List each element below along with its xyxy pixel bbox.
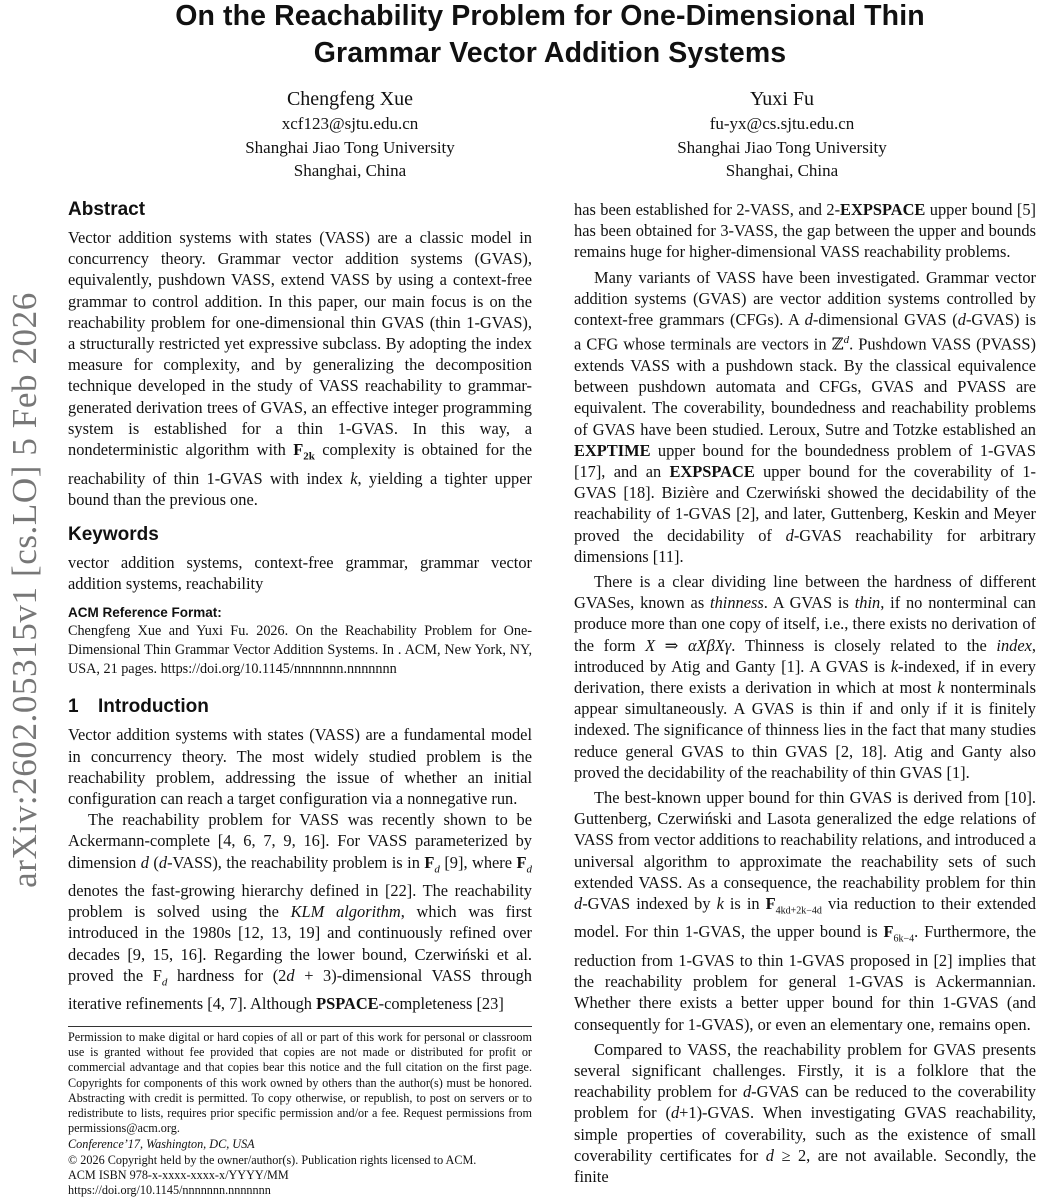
intro-paragraph-2: The reachability problem for VASS was recently shown to be Ackermann-complete [4, 6, 7, 9, 16]. For VASS parameterized by dimension d (d-VASS), the reachability problem is in $F_d$ [9], where $F_d$ denotes the fast-growing hierarchy defined in [22]. The reachability problem is solved using the KLM algorithm, which was first introduced in the 1980s [12, 13, 19] and continuously refined over decades [9, 15, 16]. Regarding the lower bound, Czerwiński et al. proved the $F_d$ hardness for (2d + 3)-dimensional VASS through iterative refinements [4, 7]. Although PSPACE-completeness [23] <box>68 810 533 1014</box>
right-paragraph-1: Many variants of VASS have been investigated. Grammar vector addition systems (GVAS) are vector addition systems controlled by context-free grammars (CFGs). A d-dimensional GVAS (d-GVAS) is a CFG whose terminals are vectors in ℤ$^d$. Pushdown VASS (PVASS) extends VASS with a pushdown stack. By the classical equivalence between pushdown automata and CFGs, GVAS and PVASS are equivalent. The coverability, boundedness and reachability problems of GVAS have been studied. Leroux, Sutre and Totzke established an EXPTIME upper bound for the boundedness problem of 1-GVAS [17], and an EXPSPACE upper bound for the coverability of 1-GVAS [18]. Bizière and Czerwiński showed the decidability of the reachability of 1-GVAS [2], and later, Guttenberg, Keskin and Meyer proved the decidability of d-GVAS reachability for arbitrary dimensions [11]. <box>574 267 1036 566</box>
author-block-1 <box>150 86 550 183</box>
author-email[interactable]: xcf123@sjtu.edu.cn <box>281 114 419 133</box>
footnote-block <box>68 1026 532 1198</box>
right-paragraph-3: The best-known upper bound for thin GVAS is derived from [10]. Guttenberg, Czerwiński and Lasota generalized the edge relations of VASS from vector additions to reachability relations, and introduced a universal algorithm to approximate the reachability sets of such extended VASS. As a consequence, the reachability problem for thin d-GVAS indexed by k is in $F_{4kd+2k-4d}$ via reduction to their extended model. For thin 1-GVAS, the upper bound is $F_{6k-4}$. Furthermore, the reduction from 1-GVAS to thin 1-GVAS proposed in [2] implies that the reachability problem for general 1-GVAS is Ackermannian. Whether there exists a better upper bound for thin 1-GVAS (and consequently for 1-GVAS), or even an elementary one, remains open. <box>574 787 1036 1034</box>
intro-paragraph-1: Vector addition systems with states (VASS) are a fundamental model in concurrency theory. The most widely studied problem is the reachability problem, addressing the issue of whether an initial configuration can reach a target configuration via a nonnegative run. <box>68 725 532 808</box>
author-block-2 <box>582 86 982 183</box>
paper-title <box>60 0 1038 72</box>
copyright-line: © 2026 Copyright held by the owner/author(s). Publication rights licensed to ACM. <box>68 1152 477 1167</box>
conference-info: Conference’17, Washington, DC, USA <box>68 1137 255 1152</box>
author-affiliation: Shanghai Jiao Tong University <box>677 137 887 157</box>
isbn-line: ACM ISBN 978-x-xxxx-xxxx-x/YYYY/MM <box>68 1167 289 1182</box>
acm-reference-text: Chengfeng Xue and Yuxi Fu. 2026. On the Reachability Problem for One-Dimensional Thin Grammar Vector Addition Systems. In . ACM, New York, NY, USA, 21 pages. https://doi.org/10.1145/nnnnnnn.nnnnnnn <box>68 623 532 678</box>
title-line-2: Grammar Vector Addition Systems <box>313 37 787 69</box>
left-column <box>68 198 532 1015</box>
abstract-heading: Abstract <box>68 199 146 220</box>
author-name: Yuxi Fu <box>750 88 814 110</box>
keywords-heading: Keywords <box>68 523 159 545</box>
arxiv-stamp: arXiv:2602.05315v1 [cs.LO] 5 Feb 2026 <box>5 292 44 888</box>
right-paragraph-4: Compared to VASS, the reachability problem for GVAS presents several significant challenges. Firstly, it is a folklore that the reachability problem for d-GVAS can be reduced to the coverability problem for (d+1)-GVAS. When investigating GVAS reachability, simple properties of coverability, such as the existence of small coverability certificates for d ≥ 2, are not available. Secondly, the finite <box>574 1039 1037 1186</box>
acm-reference-heading: ACM Reference Format: <box>68 605 222 621</box>
author-location: Shanghai, China <box>725 161 839 180</box>
title-line-1: On the Reachability Problem for One-Dimensional Thin <box>175 0 925 32</box>
abstract-text: Vector addition systems with states (VASS) are a classic model in concurrency theory. Grammar vector addition systems (GVAS), equivalently, pushdown VASS, extend VASS by using a context-free grammar to control addition. In this paper, our main focus is on the reachability problem for one-dimensional thin GVAS (thin 1-GVAS), a structurally restricted yet expressive subclass. By adopting the index measure for complexity, and by generalizing the decomposition technique developed in the study of VASS reachability to grammar-generated derivation trees of GVAS, an effective integer programming system is established for a thin 1-GVAS. In this way, a nondeterministic algorithm with $F_{2k}$ complexity is obtained for the reachability of thin 1-GVAS with index k, yielding a tighter upper bound than the previous one. <box>68 228 532 509</box>
permission-notice: Permission to make digital or hard copies of all or part of this work for personal or classroom use is granted without fee provided that copies are not made or distributed for profit or commercial advantage and that copies bear this notice and the full citation on the first page. Copyrights for components of this work owned by others than the author(s) must be honored. Abstracting with credit is permitted. To copy otherwise, or republish, to post on servers or to redistribute to lists, requires prior specific permission and/or a fee. Request permissions from permissions@acm.org. <box>68 1030 532 1136</box>
acm-reference <box>68 604 532 679</box>
right-paragraph-2: There is a clear dividing line between the hardness of different GVASes, known as thinness. A GVAS is thin, if no nonterminal can produce more than one copy of itself, i.e., there exists no derivation of the form X ⇒ αXβXγ. Thinness is closely related to the index, introduced by Atig and Ganty [1]. A GVAS is k-indexed, if in every derivation, there exists a derivation in which at most k nonterminals appear simultaneously. A GVAS is thin if and only if it is finitely indexed. The significance of thinness lies in the fact that many studies reduce general GVAS to thin GVAS [2, 18]. Atig and Ganty also proved the decidability of the reachability of thin GVAS [1]. <box>574 571 1036 782</box>
doi-link[interactable]: https://doi.org/10.1145/nnnnnnn.nnnnnnn <box>68 1183 271 1198</box>
author-name: Chengfeng Xue <box>286 88 414 110</box>
author-location: Shanghai, China <box>293 161 407 180</box>
right-column <box>574 199 1036 1187</box>
keywords-text: vector addition systems, context-free grammar, grammar vector addition systems, reachability <box>68 552 532 594</box>
right-paragraph-0: has been established for 2-VASS, and 2-EXPSPACE upper bound [5] has been obtained for 3-VASS, the gap between the upper and bounds remains huge for higher-dimensional VASS reachability problems. <box>574 200 1036 262</box>
author-affiliation: Shanghai Jiao Tong University <box>245 137 455 157</box>
section-introduction-heading: 1 Introduction <box>68 696 209 718</box>
author-email[interactable]: fu-yx@cs.sjtu.edu.cn <box>709 114 855 133</box>
